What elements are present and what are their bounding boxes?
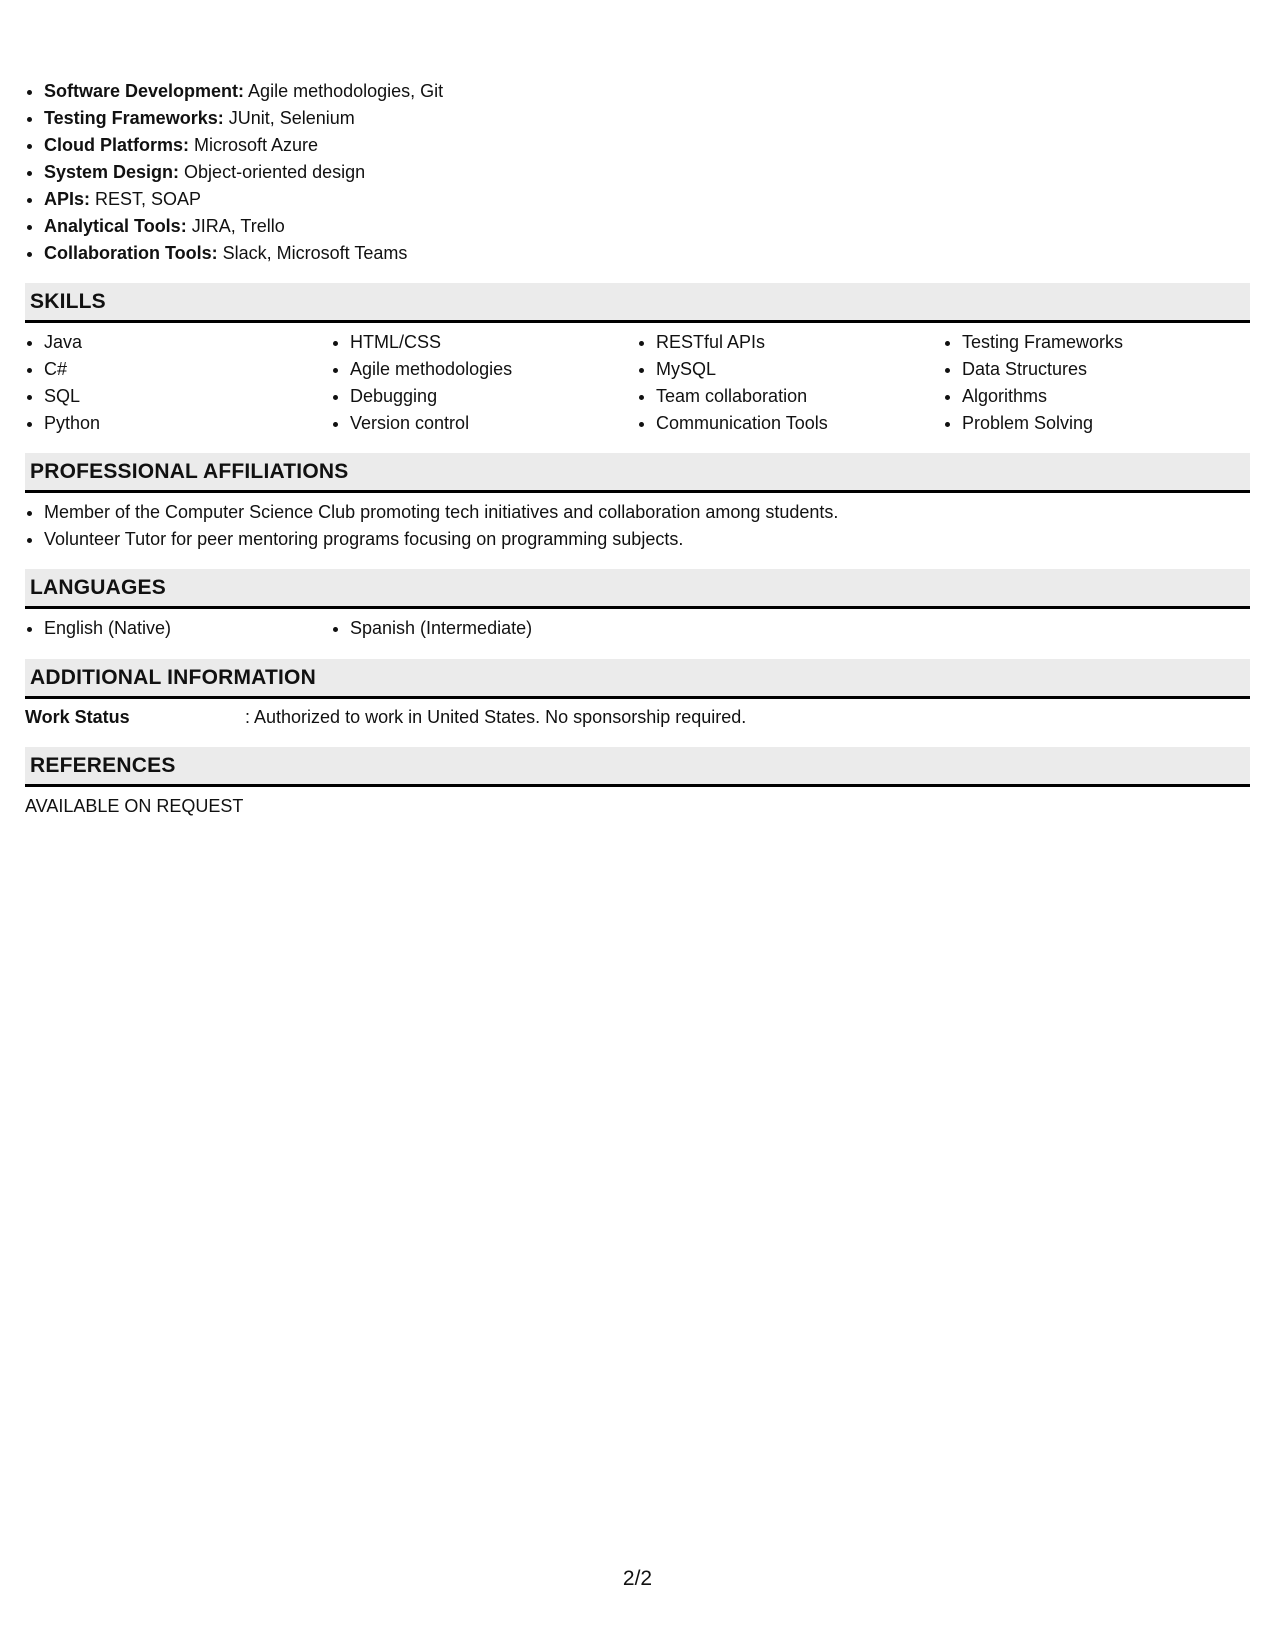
work-status-row: [25, 704, 1250, 731]
references-text: AVAILABLE ON REQUEST: [25, 796, 244, 816]
skill-item: • RESTful APIs: [656, 329, 943, 356]
section-heading-languages: LANGUAGES: [25, 569, 1250, 609]
skill-item: • SQL: [44, 383, 331, 410]
section-heading-skills: SKILLS: [25, 283, 1250, 323]
work-status-label: Work Status: [25, 707, 130, 727]
tools-item: [44, 132, 1250, 159]
skill-item: • Java: [44, 329, 331, 356]
tools-item-label: APIs:: [44, 189, 91, 209]
tools-item-value: REST, SOAP: [90, 189, 202, 209]
tools-item: [44, 159, 1250, 186]
section-heading-references: REFERENCES: [25, 747, 1250, 787]
skill-item: • Python: [44, 410, 331, 437]
skill-item: • Agile methodologies: [350, 356, 637, 383]
skill-item: • Testing Frameworks: [962, 329, 1249, 356]
tools-item-label: Collaboration Tools:: [44, 243, 218, 263]
tools-item-value: Slack, Microsoft Teams: [217, 243, 408, 263]
skill-item: • Version control: [350, 410, 637, 437]
tools-item: [44, 186, 1250, 213]
page-number: 2/2: [622, 1567, 653, 1590]
languages-section: [25, 569, 1250, 642]
skill-item: • Debugging: [350, 383, 637, 410]
tools-item-value: Agile methodologies, Git: [244, 81, 444, 101]
affiliations-section: [25, 453, 1250, 553]
skill-item: • Problem Solving: [962, 410, 1249, 437]
tools-item-value: Microsoft Azure: [189, 135, 319, 155]
skills-column: [637, 329, 943, 437]
language-item: • Spanish (Intermediate): [350, 615, 637, 642]
resume-page: [25, 78, 1250, 820]
languages-columns: [25, 615, 1250, 642]
language-item: • English (Native): [44, 615, 331, 642]
tools-item: [44, 105, 1250, 132]
skills-column: [25, 329, 331, 437]
tools-item-value: JIRA, Trello: [186, 216, 285, 236]
section-heading-affiliations: PROFESSIONAL AFFILIATIONS: [25, 453, 1250, 493]
section-heading-additional: ADDITIONAL INFORMATION: [25, 659, 1250, 699]
skills-columns: [25, 329, 1250, 437]
languages-column: [25, 615, 331, 642]
tools-item-value: JUnit, Selenium: [223, 108, 355, 128]
tools-item-label: Software Development:: [44, 81, 245, 101]
tools-item-label: Testing Frameworks:: [44, 108, 224, 128]
tools-item-label: Cloud Platforms:: [44, 135, 190, 155]
tools-item-label: Analytical Tools:: [44, 216, 187, 236]
additional-section: [25, 659, 1250, 731]
tools-item-value: Object-oriented design: [179, 162, 366, 182]
skill-item: • HTML/CSS: [350, 329, 637, 356]
affiliation-item: • Volunteer Tutor for peer mentoring programs focusing on programming subjects.: [44, 526, 1250, 553]
skill-item: • Algorithms: [962, 383, 1249, 410]
skill-item: • Team collaboration: [656, 383, 943, 410]
skill-item: • Data Structures: [962, 356, 1249, 383]
tools-item-label: System Design:: [44, 162, 180, 182]
skills-section: [25, 283, 1250, 437]
affiliation-item: • Member of the Computer Science Club promoting tech initiatives and collaboration among students.: [44, 499, 1250, 526]
tools-item: [44, 240, 1250, 267]
tools-item: [44, 78, 1250, 105]
tools-item: [44, 213, 1250, 240]
affiliations-list: [25, 499, 1250, 553]
work-status-value: : Authorized to work in United States. No sponsorship required.: [245, 707, 747, 727]
references-section: [25, 747, 1250, 820]
tools-list: [25, 78, 1250, 267]
skills-column: [943, 329, 1249, 437]
languages-column: [331, 615, 637, 642]
skill-item: • Communication Tools: [656, 410, 943, 437]
skills-column: [331, 329, 637, 437]
skill-item: • C#: [44, 356, 331, 383]
skill-item: • MySQL: [656, 356, 943, 383]
